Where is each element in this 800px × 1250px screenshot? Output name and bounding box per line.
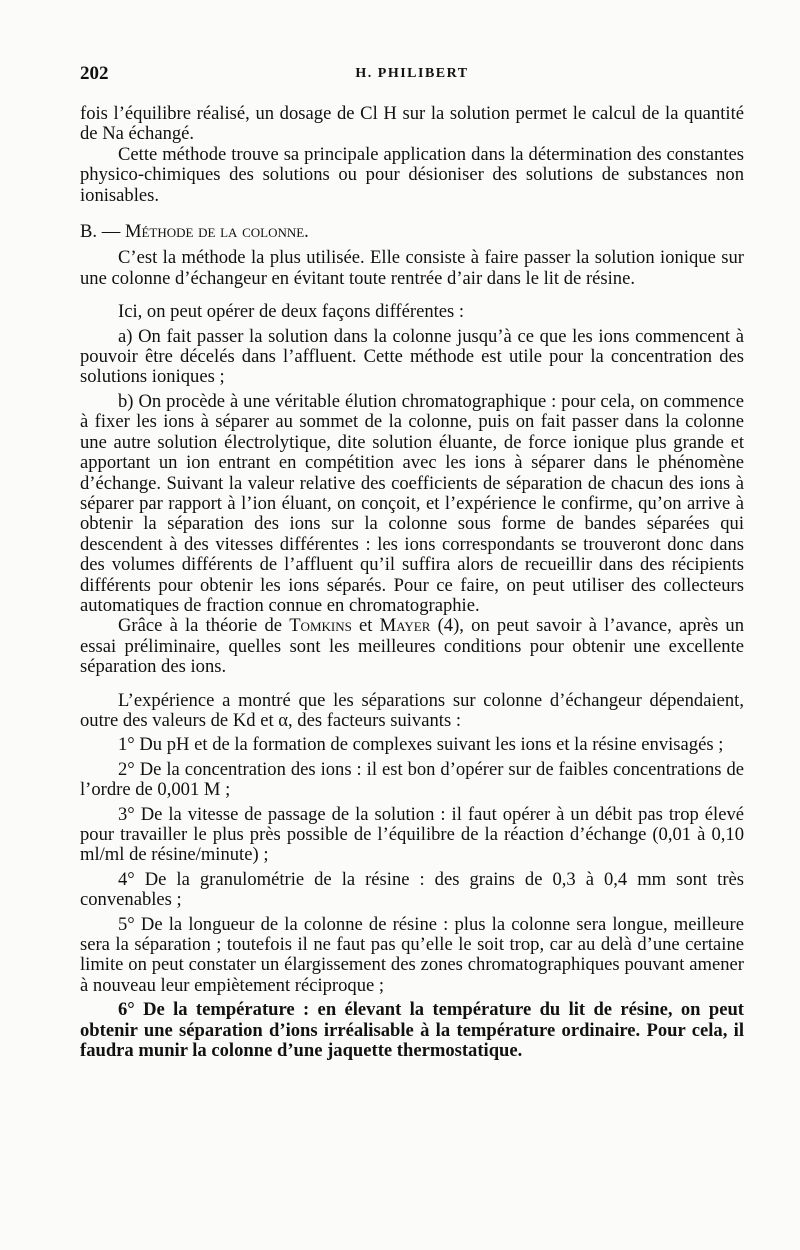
factor-3: 3° De la vitesse de passage de la solution : il faut opérer à un débit pas trop élevé pour travailler le plus près possible de l’équilibre de la réaction d’échange (0,01 à 0,10 ml/ml de résine/minute) ; bbox=[80, 803, 744, 866]
running-head: H. PHILIBERT bbox=[355, 66, 469, 81]
body-text bbox=[80, 104, 744, 1061]
paragraph-4: Ici, on peut opérer de deux façons différentes : bbox=[118, 301, 465, 323]
page-number: 202 bbox=[80, 63, 109, 84]
paragraph-6: b) On procède à une véritable élution chromatographique : pour cela, on commence à fixer les ions à séparer au sommet de la colonne, puis on fait passer dans la colonne une autre solution électrolytique, dite solution éluante, de force ionique plus grande et apportant un ion entrant en compétition avec les ions à séparer dans le phénomène d’échange. Suivant la valeur relative des coefficients de séparation de chacun des ions à séparer par rapport à l’ion éluant, on conçoit, et l’expérience le confirme, qu’on arrive à obtenir la séparation des ions sur la colonne sous forme de bandes séparées qui descendent à des vitesses différentes : les ions correspondants se trouveront donc dans des volumes différents de l’affluent qu’il suffira alors de recueillir dans des récipients différents pour obtenir les ions séparés. Pour ce faire, on peut utiliser des collecteurs automatiques de fraction connue en chromatographie. bbox=[80, 390, 744, 616]
paragraph-2: Cette méthode trouve sa principale application dans la détermination des constantes physico-chimiques des solutions ou pour désioniser des solutions de substances non ionisables. bbox=[80, 143, 744, 206]
paragraph-8: L’expérience a montré que les séparations sur colonne d’échangeur dépendaient, outre des valeurs de Kd et α, des facteurs suivants : bbox=[80, 689, 744, 731]
paragraph-7-part-a: Grâce à la théorie de bbox=[118, 615, 290, 637]
paragraph-7 bbox=[80, 616, 744, 677]
page-header bbox=[80, 63, 744, 89]
paragraph-1: fois l’équilibre réalisé, un dosage de Cl H sur la solution permet le calcul de la quantité de Na échangé. bbox=[80, 103, 744, 145]
factor-2: 2° De la concentration des ions : il est bon d’opérer sur de faibles concentrations de l’ordre de 0,001 M ; bbox=[80, 758, 744, 801]
factor-4: 4° De la granulométrie de la résine : des grains de 0,3 à 0,4 mm sont très convenables ; bbox=[80, 868, 744, 911]
paragraph-5: a) On fait passer la solution dans la colonne jusqu’à ce que les ions commencent à pouvoir être décelés dans l’affluent. Cette méthode est utile pour la concentration des solutions ioniques ; bbox=[80, 325, 744, 388]
factor-6: 6° De la température : en élevant la température du lit de résine, on peut obtenir une séparation d’ions irréalisable à la température ordinaire. Pour cela, il faudra munir la colonne d’une jaquette thermostatique. bbox=[80, 999, 744, 1062]
paragraph-7-part-b: et bbox=[351, 615, 380, 637]
section-title: Méthode de la colonne. bbox=[124, 221, 309, 243]
paragraph-3: C’est la méthode la plus utilisée. Elle consiste à faire passer la solution ionique sur une colonne d’échangeur en évitant toute rentrée d’air dans le lit de résine. bbox=[80, 247, 744, 289]
section-heading bbox=[80, 222, 744, 242]
paragraph-7-part-c: (4), on peut savoir à l’avance, après un essai préliminaire, quelles sont les meilleures conditions pour obtenir une excellente séparation des ions. bbox=[80, 615, 745, 678]
factor-1: 1° Du pH et de la formation de complexes suivant les ions et la résine envisagés ; bbox=[118, 734, 724, 756]
author-name-tomkins: Tomkins bbox=[289, 615, 352, 637]
section-label: B. — bbox=[80, 221, 125, 243]
factor-5: 5° De la longueur de la colonne de résine : plus la colonne sera longue, meilleure sera la séparation ; toutefois il ne faut pas qu’elle le soit trop, car au delà d’une certaine limite on peut constater un élargissement des zones chromatographiques pouvant amener à nouveau leur empiètement réciproque ; bbox=[80, 913, 744, 996]
author-name-mayer: Mayer bbox=[379, 615, 431, 637]
